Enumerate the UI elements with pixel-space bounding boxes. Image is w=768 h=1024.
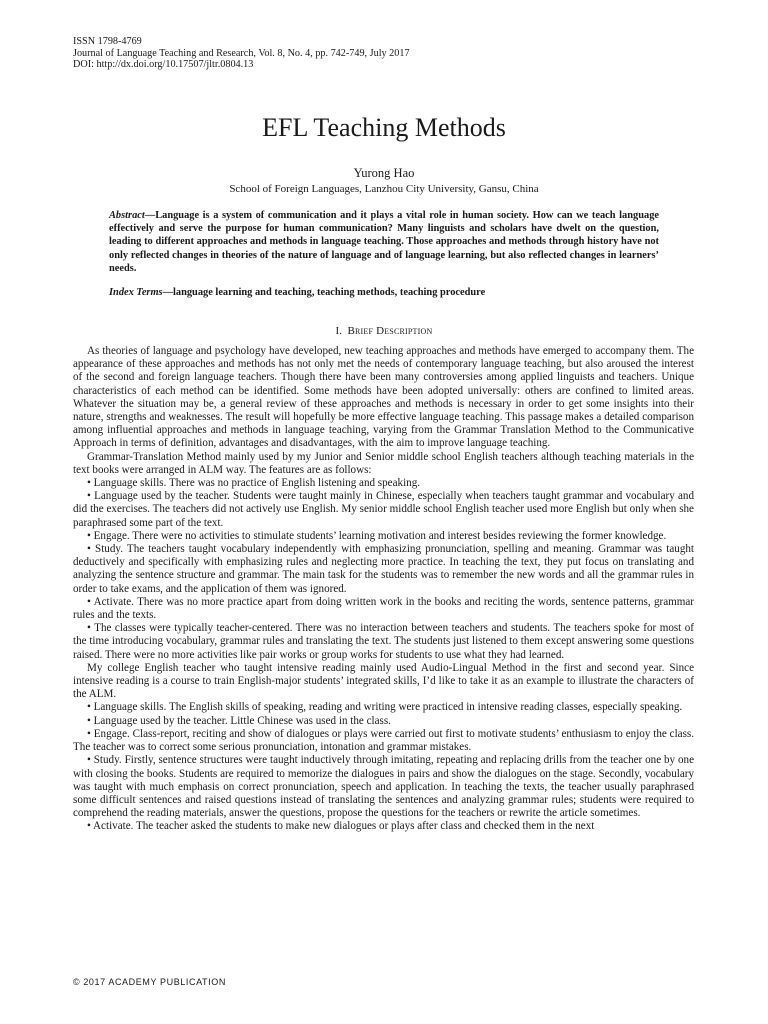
section-number: I. (335, 325, 342, 337)
index-terms (109, 286, 659, 299)
bullet-item: • Engage. Class-report, reciting and show of dialogues or plays were carried out first to motivate students’ enthusiasm to enjoy the class. The teacher was to correct some serious pronunciation, intonation and grammar mistakes. (73, 727, 694, 754)
paper-title: EFL Teaching Methods (262, 113, 506, 142)
paragraph: As theories of language and psychology have developed, new teaching approaches and methods have emerged to accompany them. The appearance of these approaches and methods has not only met the needs of contemporary language teaching, but also aroused the interest of the second and foreign language teachers. Though there have been many controversies among applied linguists and teachers. Unique characteristics of each method can be identified. Some methods have been adopted universally: others are confined to limited areas. Whatever the situation may be, a general review of these approaches and methods is necessary in order to get some insights into their nature, strengths and weaknesses. The result will hopefully be more effective language teaching. This passage makes a detailed comparison among influential approaches and methods in language teaching, varying from the Grammar Translation Method to the Communicative Approach in terms of definition, advantages and disadvantages, with the aim to improve language teaching. (73, 345, 694, 450)
bullet-item: • Study. Firstly, sentence structures were taught inductively through imitating, repeating and replacing drills from the teacher one by one with closing the books. Students are required to memorize the dialogues in pairs and show the dialogues on the stage. Secondly, vocabulary was taught with much emphasis on correct pronunciation, speech and application. In teaching the texts, the teacher usually paraphrased some difficult sentences and raised questions instead of translating the sentences and analyzing grammar rules; students were required to comprehend the reading materials, answer the questions, propose the questions for the teachers or rewrite the article sometimes. (73, 754, 694, 820)
bullet-item: • Activate. There was no more practice apart from doing written work in the books and reciting the words, sentence patterns, grammar rules and the texts. (73, 595, 694, 622)
section-title: Brief Description (347, 325, 433, 337)
paragraph: Grammar-Translation Method mainly used by my Junior and Senior middle school English teachers although teaching materials in the text books were arranged in ALM way. The features are as follows: (73, 450, 694, 476)
author-affiliation: School of Foreign Languages, Lanzhou City University, Gansu, China (229, 183, 539, 195)
abstract-text: —Language is a system of communication and it plays a vital role in human society. How can we teach language effectively and serve the purpose for human communication? Many linguists and scholars have dwelt on the question, leading to different approaches and methods in language teaching. Those approaches and methods through history have not only reflected changes in theories of the nature of language and of language learning, but also reflected changes in learners’ needs. (109, 210, 659, 274)
bullet-item: • Engage. There were no activities to stimulate students’ learning motivation and interest besides reviewing the former knowledge. (87, 529, 667, 542)
section-heading (0, 324, 768, 338)
journal-citation-line: Journal of Language Teaching and Research, Vol. 8, No. 4, pp. 742-749, July 2017 (73, 47, 410, 59)
bullet-item: • The classes were typically teacher-centered. There was no interaction between teachers and students. The teachers spoke for most of the time introducing vocabulary, grammar rules and translating the text. The students just listened to them except answering some questions raised. There were no more activities like pair works or group works for students to use what they had learned. (73, 622, 694, 661)
bullet-item: • Language used by the teacher. Students were taught mainly in Chinese, especially when teachers taught grammar and vocabulary and did the exercises. The teachers did not actively use English. My senior middle school English teacher used more English but only when she paraphrased some part of the text. (73, 490, 694, 529)
bullet-item: • Language skills. The English skills of speaking, reading and writing were practiced in intensive reading classes, especially speaking. (87, 701, 683, 714)
index-terms-text: —language learning and teaching, teaching methods, teaching procedure (162, 287, 486, 298)
bullet-item: • Language skills. There was no practice of English listening and speaking. (87, 477, 421, 490)
abstract (109, 209, 659, 275)
body-text (73, 345, 694, 834)
bullet-item: • Language used by the teacher. Little Chinese was used in the class. (87, 714, 391, 727)
doi-line: DOI: http://dx.doi.org/10.17507/jltr.0804.13 (73, 59, 254, 70)
journal-header (73, 36, 410, 71)
bullet-item: • Study. The teachers taught vocabulary independently with emphasizing pronunciation, spelling and meaning. Grammar was taught deductively and specifically with emphasizing rules and neglecting more practice. In teaching the text, they put focus on translating and analyzing the sentence structure and grammar. The main task for the students was to remember the new words and all the grammar rules in order to take exams, and the application of them was ignored. (73, 543, 694, 595)
issn-line: ISSN 1798-4769 (73, 36, 142, 47)
author-name: Yurong Hao (353, 166, 415, 180)
abstract-label: Abstract (109, 210, 145, 221)
bullet-item: • Activate. The teacher asked the students to make new dialogues or plays after class and checked them in the next (87, 820, 595, 833)
paragraph: My college English teacher who taught intensive reading mainly used Audio-Lingual Method in the first and second year. Since intensive reading is a course to train English-major students’ integrated skills, I’d like to take it as an example to illustrate the characters of the ALM. (73, 661, 694, 701)
page-footer: © 2017 ACADEMY PUBLICATION (73, 977, 226, 987)
index-terms-label: Index Terms (109, 287, 163, 298)
